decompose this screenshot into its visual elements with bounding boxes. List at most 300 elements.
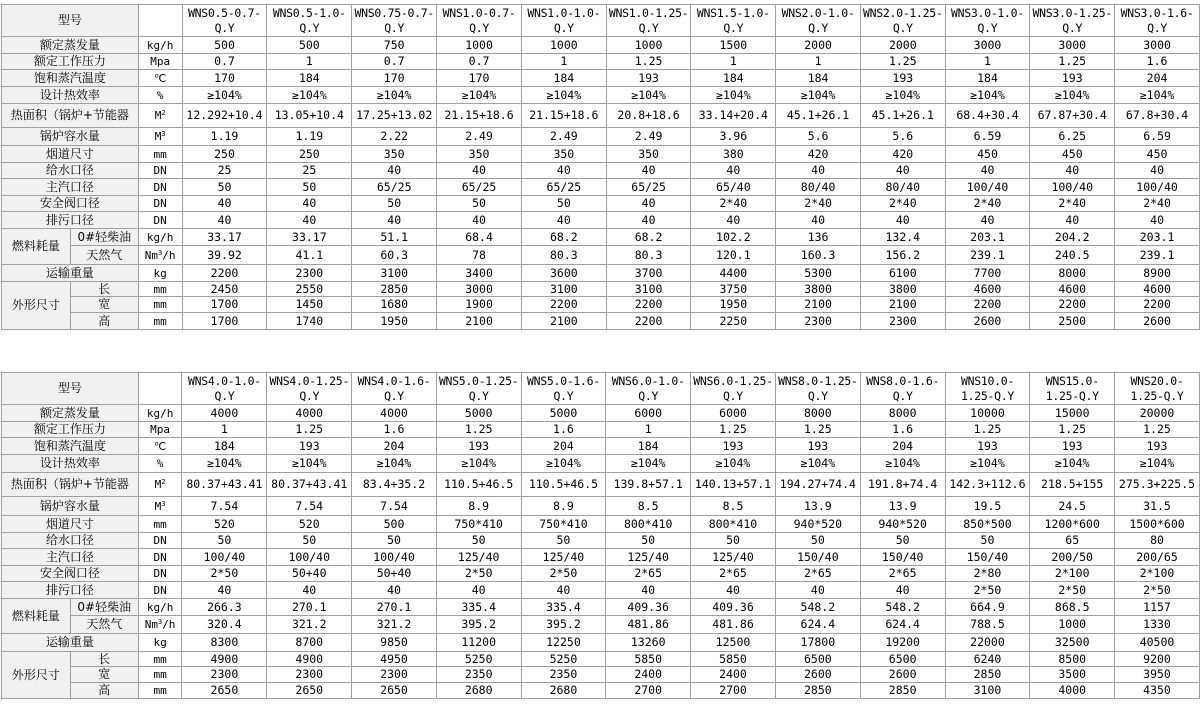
value-cell: 40: [606, 582, 691, 599]
model-name-cell: WNS1.5-1.0-Q.Y: [691, 5, 776, 37]
unit-text: %: [156, 457, 164, 470]
value-cell: 100/40: [945, 179, 1030, 196]
value-cell: 40: [945, 212, 1030, 229]
value-cell: 5850: [606, 652, 691, 667]
value-cell: 25: [182, 163, 267, 179]
value-cell: 50: [267, 179, 352, 196]
model-name-cell: WNS5.0-1.6-Q.Y: [521, 373, 606, 405]
value-cell: 2*100: [1030, 566, 1115, 582]
row-label: 设计热效率: [2, 455, 139, 473]
value-cell: 50+40: [267, 566, 352, 582]
value-cell: 5850: [691, 652, 776, 667]
unit-text: kg/h: [146, 406, 174, 420]
value-cell: 2600: [1115, 313, 1200, 330]
value-cell: 2*50: [1030, 582, 1115, 599]
unit-text: DN: [153, 197, 167, 210]
value-cell: 481.86: [691, 616, 776, 634]
unit-cell: [138, 87, 182, 104]
value-cell: 7.54: [182, 497, 267, 516]
row-sub-label: 长: [70, 652, 138, 667]
value-cell: 6100: [860, 265, 945, 282]
value-cell: 1: [606, 422, 691, 438]
value-cell: 193: [691, 438, 776, 455]
value-cell: 65/25: [606, 179, 691, 196]
value-cell: 2550: [267, 282, 352, 297]
value-cell: 160.3: [776, 246, 861, 265]
value-cell: 40: [436, 582, 521, 599]
value-cell: 1.25: [1030, 54, 1115, 70]
value-cell: 24.5: [1030, 497, 1115, 516]
spec-table-1: [1, 4, 1200, 330]
unit-cell: [138, 438, 182, 455]
value-cell: 8000: [860, 405, 945, 422]
model-name-cell: WNS2.0-1.25-Q.Y: [860, 5, 945, 37]
value-cell: 940*520: [775, 516, 860, 533]
value-cell: 100/40: [352, 549, 437, 566]
value-cell: 1330: [1115, 616, 1200, 634]
row-label: 设计热效率: [2, 87, 139, 104]
value-cell: 1680: [352, 297, 437, 313]
value-cell: 1000: [1030, 616, 1115, 634]
value-cell: 2.22: [352, 128, 437, 146]
value-cell: 940*520: [860, 516, 945, 533]
value-cell: 8000: [1030, 265, 1115, 282]
value-cell: 184: [691, 70, 776, 87]
model-name-cell: WNS3.0-1.25-Q.Y: [1030, 5, 1115, 37]
value-cell: 184: [521, 70, 606, 87]
value-cell: 12250: [521, 634, 606, 652]
value-cell: ≥104%: [267, 87, 352, 104]
value-cell: 50: [437, 196, 522, 212]
value-cell: 395.2: [521, 616, 606, 634]
unit-cell: [138, 497, 182, 516]
value-cell: 2600: [945, 313, 1030, 330]
value-cell: 2200: [1115, 297, 1200, 313]
unit-text: M: [154, 109, 162, 122]
table-row: [2, 566, 1200, 582]
value-cell: 2100: [776, 297, 861, 313]
value-cell: 3750: [691, 282, 776, 297]
value-cell: 1.6: [521, 422, 606, 438]
value-cell: 100/40: [267, 549, 352, 566]
row-group-label: 外形尺寸: [2, 652, 71, 699]
value-cell: ≥104%: [945, 87, 1030, 104]
value-cell: 65/25: [437, 179, 522, 196]
value-cell: 2300: [776, 313, 861, 330]
value-cell: 3600: [521, 265, 606, 282]
unit-text: DN: [153, 180, 167, 194]
model-name-cell: WNS2.0-1.0-Q.Y: [776, 5, 861, 37]
value-cell: 13.9: [775, 497, 860, 516]
value-cell: 32500: [1030, 634, 1115, 652]
unit-text: DN: [153, 583, 167, 597]
value-cell: 40: [182, 582, 267, 599]
row-label: 运输重量: [2, 634, 139, 652]
value-cell: 12500: [691, 634, 776, 652]
value-cell: 0.7: [437, 54, 522, 70]
value-cell: 40: [437, 212, 522, 229]
value-cell: 450: [1030, 146, 1115, 163]
table-row: [2, 533, 1200, 549]
unit-text: DN: [153, 164, 167, 177]
row-group-label: 燃料耗量: [2, 599, 71, 634]
table-row: [2, 70, 1200, 87]
value-cell: 266.3: [182, 599, 267, 616]
value-cell: 40: [437, 163, 522, 179]
table-row: [2, 667, 1200, 683]
value-cell: 1.6: [352, 422, 437, 438]
value-cell: 8.9: [436, 497, 521, 516]
value-cell: 3400: [437, 265, 522, 282]
value-cell: 2000: [776, 37, 861, 54]
value-cell: 2650: [352, 683, 437, 699]
value-cell: 40: [860, 212, 945, 229]
value-cell: ≥104%: [182, 455, 267, 473]
unit-cell: [138, 246, 182, 265]
value-cell: 2850: [352, 282, 437, 297]
value-cell: 193: [1030, 70, 1115, 87]
value-cell: 1.25: [1115, 422, 1200, 438]
value-cell: 19.5: [945, 497, 1030, 516]
value-cell: 350: [521, 146, 606, 163]
value-cell: 193: [606, 70, 691, 87]
value-cell: ≥104%: [1115, 455, 1200, 473]
value-cell: 1740: [267, 313, 352, 330]
unit-cell: [138, 566, 182, 582]
value-cell: 6240: [945, 652, 1030, 667]
value-cell: 193: [775, 438, 860, 455]
value-cell: 170: [437, 70, 522, 87]
value-cell: 184: [182, 438, 267, 455]
value-cell: 3100: [606, 282, 691, 297]
value-cell: 800*410: [606, 516, 691, 533]
value-cell: 1.19: [182, 128, 267, 146]
row-sub-label: 高: [70, 683, 138, 699]
model-name-cell: WNS3.0-1.6-Q.Y: [1115, 5, 1200, 37]
row-label: 安全阀口径: [2, 566, 139, 582]
value-cell: 3100: [352, 265, 437, 282]
model-name-cell: WNS0.75-0.7-Q.Y: [352, 5, 437, 37]
row-sub-label: 天然气: [70, 246, 138, 265]
unit-text: mm: [153, 684, 167, 697]
value-cell: 193: [436, 438, 521, 455]
value-cell: 204: [860, 438, 945, 455]
value-cell: 0.7: [352, 54, 437, 70]
value-cell: 8300: [182, 634, 267, 652]
value-cell: 68.2: [606, 229, 691, 246]
unit-text: DN: [153, 534, 167, 547]
table-row: [2, 196, 1200, 212]
value-cell: 1900: [437, 297, 522, 313]
value-cell: 51.1: [352, 229, 437, 246]
unit-text: ℃: [153, 71, 167, 85]
value-cell: 2*65: [860, 566, 945, 582]
value-cell: 40: [691, 163, 776, 179]
value-cell: 1950: [352, 313, 437, 330]
value-cell: 750*410: [436, 516, 521, 533]
row-label: 烟道尺寸: [2, 516, 139, 533]
value-cell: 3000: [945, 37, 1030, 54]
value-cell: 67.87+30.4: [1030, 104, 1115, 128]
value-cell: 0.7: [182, 54, 267, 70]
value-cell: 218.5+155: [1030, 473, 1115, 497]
row-label: 锅炉容水量: [2, 128, 139, 146]
unit-cell: [138, 405, 182, 422]
model-name-cell: WNS1.0-1.25-Q.Y: [606, 5, 691, 37]
value-cell: 132.4: [860, 229, 945, 246]
unit-text: M: [154, 499, 162, 513]
table-row: [2, 246, 1200, 265]
value-cell: 80.37+43.41: [182, 473, 267, 497]
value-cell: 3100: [945, 683, 1030, 699]
value-cell: 2*80: [945, 566, 1030, 582]
row-label: 排污口径: [2, 582, 139, 599]
value-cell: 2.49: [606, 128, 691, 146]
value-cell: 40: [606, 212, 691, 229]
value-cell: 2400: [606, 667, 691, 683]
value-cell: 17800: [775, 634, 860, 652]
row-group-label: 燃料耗量: [2, 229, 71, 265]
table-row: [2, 599, 1200, 616]
value-cell: 25: [267, 163, 352, 179]
model-name-cell: WNS4.0-1.25-Q.Y: [267, 373, 352, 405]
value-cell: 1: [267, 54, 352, 70]
value-cell: 2*40: [1115, 196, 1200, 212]
unit-cell: [138, 582, 182, 599]
value-cell: 4000: [352, 405, 437, 422]
unit-text: %: [156, 88, 164, 102]
value-cell: 136: [776, 229, 861, 246]
value-cell: 156.2: [860, 246, 945, 265]
value-cell: 184: [945, 70, 1030, 87]
unit-text: Nm: [144, 248, 159, 262]
model-name-cell: WNS20.0-1.25-Q.Y: [1115, 373, 1200, 405]
value-cell: 120.1: [691, 246, 776, 265]
value-cell: 40: [1030, 163, 1115, 179]
value-cell: 380: [691, 146, 776, 163]
value-cell: 150/40: [775, 549, 860, 566]
unit-cell: [138, 70, 182, 87]
value-cell: 321.2: [267, 616, 352, 634]
table-row: [2, 87, 1200, 104]
table-row: [2, 616, 1200, 634]
value-cell: 102.2: [691, 229, 776, 246]
value-cell: 65: [1030, 533, 1115, 549]
value-cell: 1.25: [267, 422, 352, 438]
unit-cell: [138, 599, 182, 616]
value-cell: 39.92: [182, 246, 267, 265]
unit-cell: [138, 473, 182, 497]
value-cell: 125/40: [691, 549, 776, 566]
unit-cell: [138, 297, 182, 313]
value-cell: 204: [1115, 70, 1200, 87]
value-cell: 1700: [182, 313, 267, 330]
value-cell: 4600: [1030, 282, 1115, 297]
value-cell: 40: [691, 212, 776, 229]
value-cell: 4600: [1115, 282, 1200, 297]
value-cell: 184: [776, 70, 861, 87]
value-cell: 65/25: [521, 179, 606, 196]
value-cell: 125/40: [521, 549, 606, 566]
value-cell: 450: [945, 146, 1030, 163]
value-cell: 65/25: [352, 179, 437, 196]
value-cell: 2*65: [606, 566, 691, 582]
value-cell: 40: [267, 582, 352, 599]
value-cell: 193: [1030, 438, 1115, 455]
row-label: 烟道尺寸: [2, 146, 139, 163]
value-cell: 6500: [775, 652, 860, 667]
value-cell: ≥104%: [436, 455, 521, 473]
value-cell: 184: [267, 70, 352, 87]
value-cell: 13260: [606, 634, 691, 652]
model-name-cell: WNS4.0-1.0-Q.Y: [182, 373, 267, 405]
value-cell: 194.27+74.4: [775, 473, 860, 497]
value-cell: 2300: [182, 667, 267, 683]
unit-cell: [138, 282, 182, 297]
value-cell: 868.5: [1030, 599, 1115, 616]
value-cell: 2300: [352, 667, 437, 683]
value-cell: 20.8+18.6: [606, 104, 691, 128]
unit-cell: [138, 634, 182, 652]
table-row: [2, 229, 1200, 246]
value-cell: 250: [267, 146, 352, 163]
value-cell: 800*410: [691, 516, 776, 533]
row-label: 主汽口径: [2, 179, 139, 196]
value-cell: 2300: [267, 667, 352, 683]
value-cell: 1: [182, 422, 267, 438]
value-cell: 6000: [691, 405, 776, 422]
value-cell: 5000: [521, 405, 606, 422]
value-cell: 193: [1115, 438, 1200, 455]
value-cell: 2600: [775, 667, 860, 683]
value-cell: 40: [352, 212, 437, 229]
unit-text: DN: [153, 213, 167, 227]
row-label: 排污口径: [2, 212, 139, 229]
value-cell: 78: [437, 246, 522, 265]
value-cell: 100/40: [1030, 179, 1115, 196]
table-row: [2, 497, 1200, 516]
value-cell: 45.1+26.1: [776, 104, 861, 128]
value-cell: 8900: [1115, 265, 1200, 282]
value-cell: 2*65: [691, 566, 776, 582]
value-cell: ≥104%: [606, 87, 691, 104]
value-cell: 40: [1115, 212, 1200, 229]
unit-text: mm: [153, 668, 167, 681]
value-cell: 40: [606, 163, 691, 179]
unit-cell: [138, 616, 182, 634]
unit-cell: [138, 313, 182, 330]
value-cell: 2500: [1030, 313, 1115, 330]
unit-cell: [138, 128, 182, 146]
model-name-cell: WNS8.0-1.25-Q.Y: [775, 373, 860, 405]
unit-cell: [138, 54, 182, 70]
value-cell: 2700: [691, 683, 776, 699]
value-cell: 520: [182, 516, 267, 533]
model-name-cell: WNS5.0-1.25-Q.Y: [436, 373, 521, 405]
value-cell: 40: [352, 163, 437, 179]
unit-text: mm: [153, 147, 167, 161]
value-cell: 2.49: [437, 128, 522, 146]
value-cell: 3500: [1030, 667, 1115, 683]
unit-cell: [138, 455, 182, 473]
value-cell: 19200: [860, 634, 945, 652]
value-cell: 350: [352, 146, 437, 163]
row-label: 饱和蒸汽温度: [2, 70, 139, 87]
value-cell: 8.9: [521, 497, 606, 516]
value-cell: 2200: [945, 297, 1030, 313]
value-cell: 50: [860, 533, 945, 549]
unit-text: kg: [153, 636, 167, 649]
unit-text: kg/h: [146, 600, 174, 614]
value-cell: 275.3+225.5: [1115, 473, 1200, 497]
value-cell: 4900: [267, 652, 352, 667]
value-cell: 8700: [267, 634, 352, 652]
value-cell: 5.6: [860, 128, 945, 146]
value-cell: 2200: [182, 265, 267, 282]
value-cell: 68.4+30.4: [945, 104, 1030, 128]
value-cell: 2450: [182, 282, 267, 297]
value-cell: 6.59: [1115, 128, 1200, 146]
value-cell: 68.2: [521, 229, 606, 246]
unit-superscript: 2: [161, 109, 166, 117]
row-label: 主汽口径: [2, 549, 139, 566]
header-row: [2, 5, 1200, 37]
model-name-cell: WNS15.0-1.25-Q.Y: [1030, 373, 1115, 405]
table-row: [2, 582, 1200, 599]
value-cell: 139.8+57.1: [606, 473, 691, 497]
value-cell: 500: [267, 37, 352, 54]
value-cell: 193: [267, 438, 352, 455]
value-cell: 3800: [860, 282, 945, 297]
row-sub-label: 高: [70, 313, 138, 330]
value-cell: 40: [1030, 212, 1115, 229]
model-name-cell: WNS0.5-0.7-Q.Y: [182, 5, 267, 37]
value-cell: 8000: [775, 405, 860, 422]
value-cell: 40: [775, 582, 860, 599]
unit-text: ℃: [153, 439, 167, 453]
row-sub-label: 0#轻柴油: [70, 599, 138, 616]
unit-text: Nm: [144, 618, 158, 631]
value-cell: 10000: [945, 405, 1030, 422]
row-label: 热面积（锅炉+节能器: [2, 104, 139, 128]
value-cell: 270.1: [267, 599, 352, 616]
value-cell: 40: [521, 582, 606, 599]
value-cell: 240.5: [1030, 246, 1115, 265]
value-cell: 4000: [1030, 683, 1115, 699]
value-cell: 20000: [1115, 405, 1200, 422]
value-cell: ≥104%: [1030, 455, 1115, 473]
value-cell: 170: [182, 70, 267, 87]
unit-text: mm: [153, 517, 167, 531]
value-cell: 125/40: [436, 549, 521, 566]
value-cell: 2250: [691, 313, 776, 330]
value-cell: 1.19: [267, 128, 352, 146]
value-cell: 9850: [352, 634, 437, 652]
unit-text: DN: [153, 567, 167, 580]
value-cell: 3950: [1115, 667, 1200, 683]
value-cell: 750: [352, 37, 437, 54]
unit-cell: [138, 652, 182, 667]
value-cell: 5.6: [776, 128, 861, 146]
value-cell: 65/40: [691, 179, 776, 196]
value-cell: 7.54: [267, 497, 352, 516]
row-sub-label: 长: [70, 282, 138, 297]
value-cell: 100/40: [1115, 179, 1200, 196]
value-cell: 250: [182, 146, 267, 163]
value-cell: 239.1: [1115, 246, 1200, 265]
value-cell: 13.05+10.4: [267, 104, 352, 128]
unit-superscript: 2: [161, 478, 166, 486]
